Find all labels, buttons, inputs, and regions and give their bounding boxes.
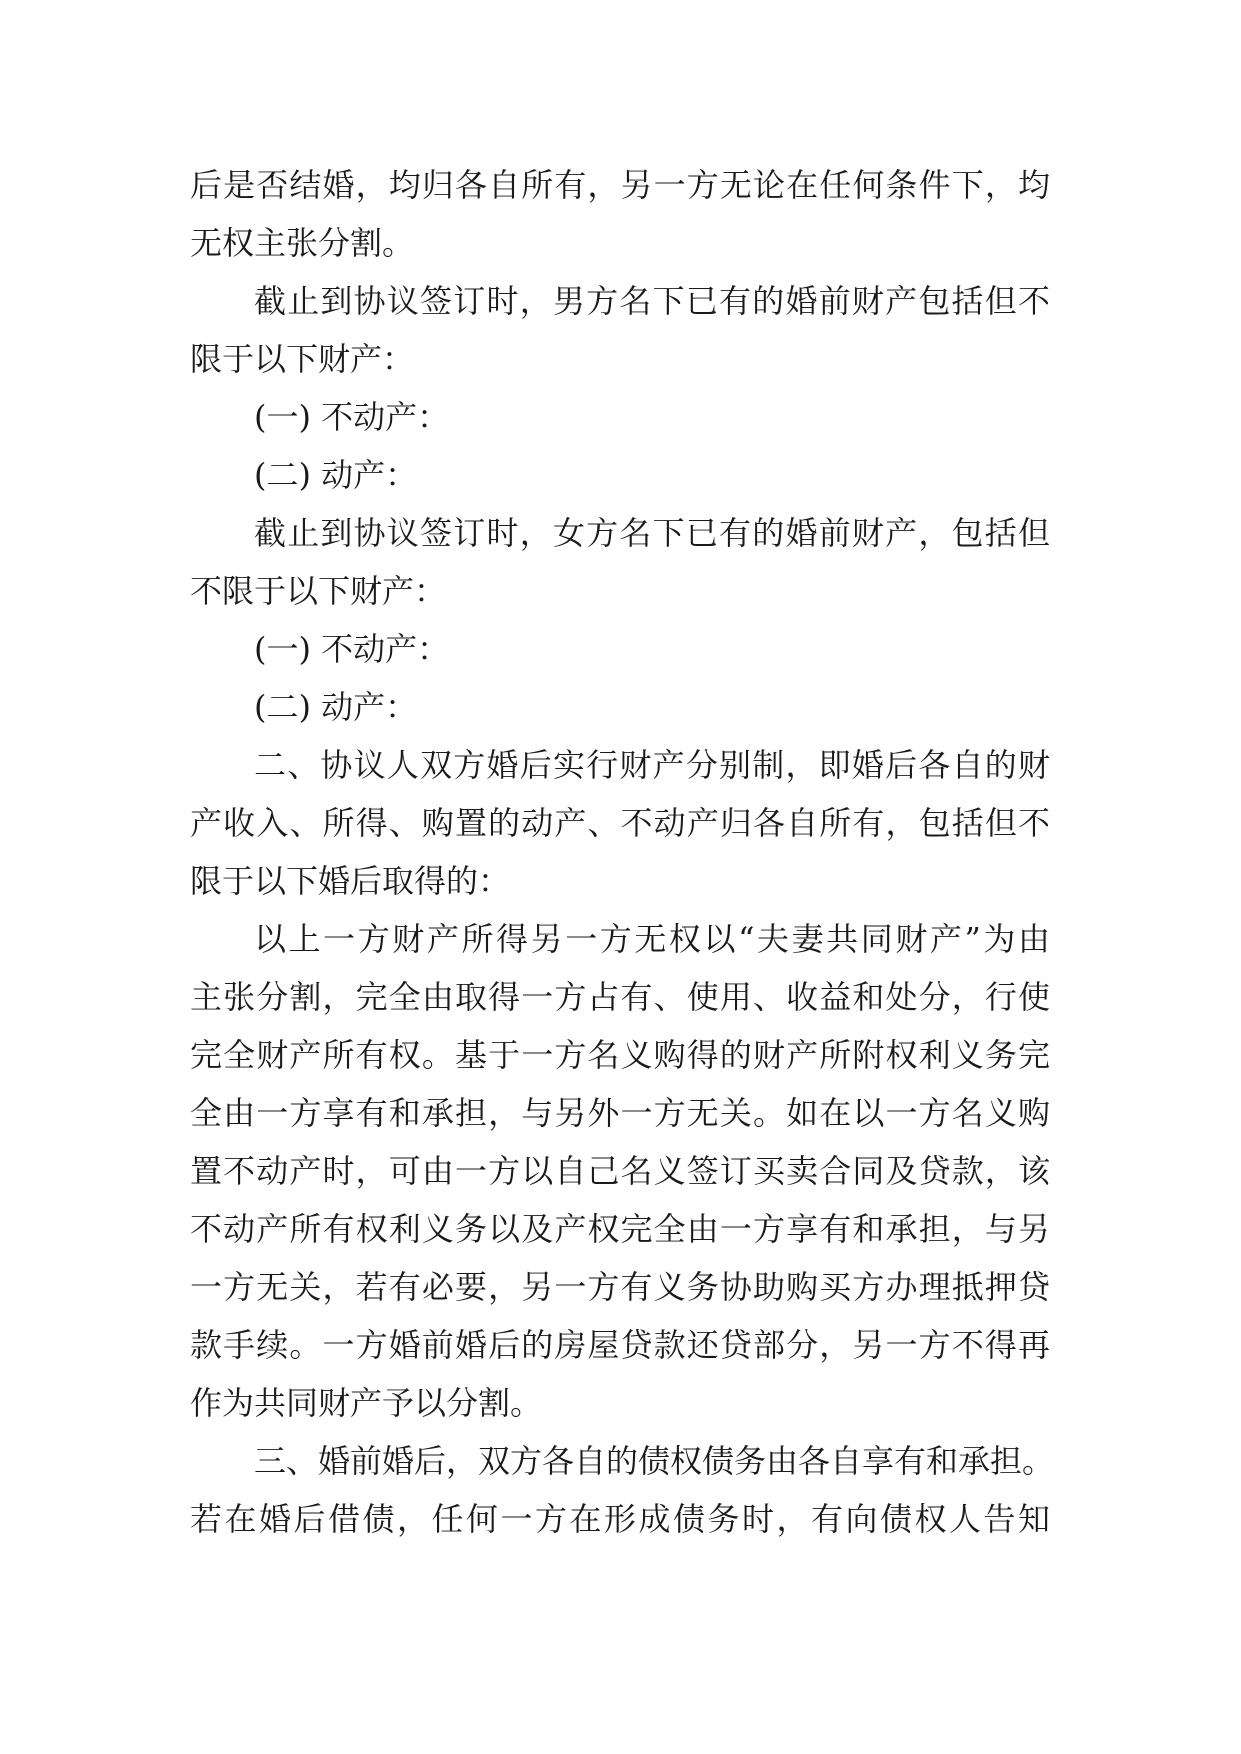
text-line: 一方无关，若有必要，另一方有义务协助购买方办理抵押贷 <box>190 1268 1050 1306</box>
text-line: 无权主张分割。 <box>190 224 415 262</box>
text-line: 款手续。一方婚前婚后的房屋贷款还贷部分，另一方不得再 <box>190 1326 1050 1364</box>
text-line: 截止到协议签订时，女方名下已有的婚前财产，包括但 <box>254 514 1050 552</box>
text-line: 不动产所有权利义务以及产权完全由一方享有和承担，与另 <box>190 1210 1050 1248</box>
text-line: 三、婚前婚后，双方各自的债权债务由各自享有和承担。 <box>254 1442 1055 1480</box>
text-line: 完全财产所有权。基于一方名义购得的财产所附权利义务完 <box>190 1036 1050 1074</box>
text-line: 截止到协议签订时，男方名下已有的婚前财产包括但不 <box>254 282 1050 320</box>
text-line: (一) 不动产： <box>254 630 450 668</box>
text-line: 全由一方享有和承担，与另外一方无关。如在以一方名义购 <box>190 1094 1050 1132</box>
text-line: 限于以下财产： <box>190 340 415 378</box>
text-line: 主张分割，完全由取得一方占有、使用、收益和处分，行使 <box>190 978 1050 1016</box>
text-line: 以上一方财产所得另一方无权以“夫妻共同财产”为由 <box>254 920 1050 958</box>
text-line: 后是否结婚，均归各自所有，另一方无论在任何条件下，均 <box>190 166 1050 204</box>
text-line: 不限于以下财产： <box>190 572 447 610</box>
text-line: 若在婚后借债，任何一方在形成债务时，有向债权人告知 <box>190 1500 1050 1538</box>
text-line: 产收入、所得、购置的动产、不动产归各自所有，包括但不 <box>190 804 1050 842</box>
text-line: (一) 不动产： <box>254 398 450 436</box>
text-line: (二) 动产： <box>254 688 418 726</box>
text-line: 置不动产时，可由一方以自己名义签订买卖合同及贷款，该 <box>190 1152 1050 1190</box>
text-line: 作为共同财产予以分割。 <box>190 1384 543 1422</box>
text-line: 限于以下婚后取得的： <box>190 862 511 900</box>
text-line: (二) 动产： <box>254 456 418 494</box>
text-line: 二、协议人双方婚后实行财产分别制，即婚后各自的财 <box>254 746 1050 784</box>
